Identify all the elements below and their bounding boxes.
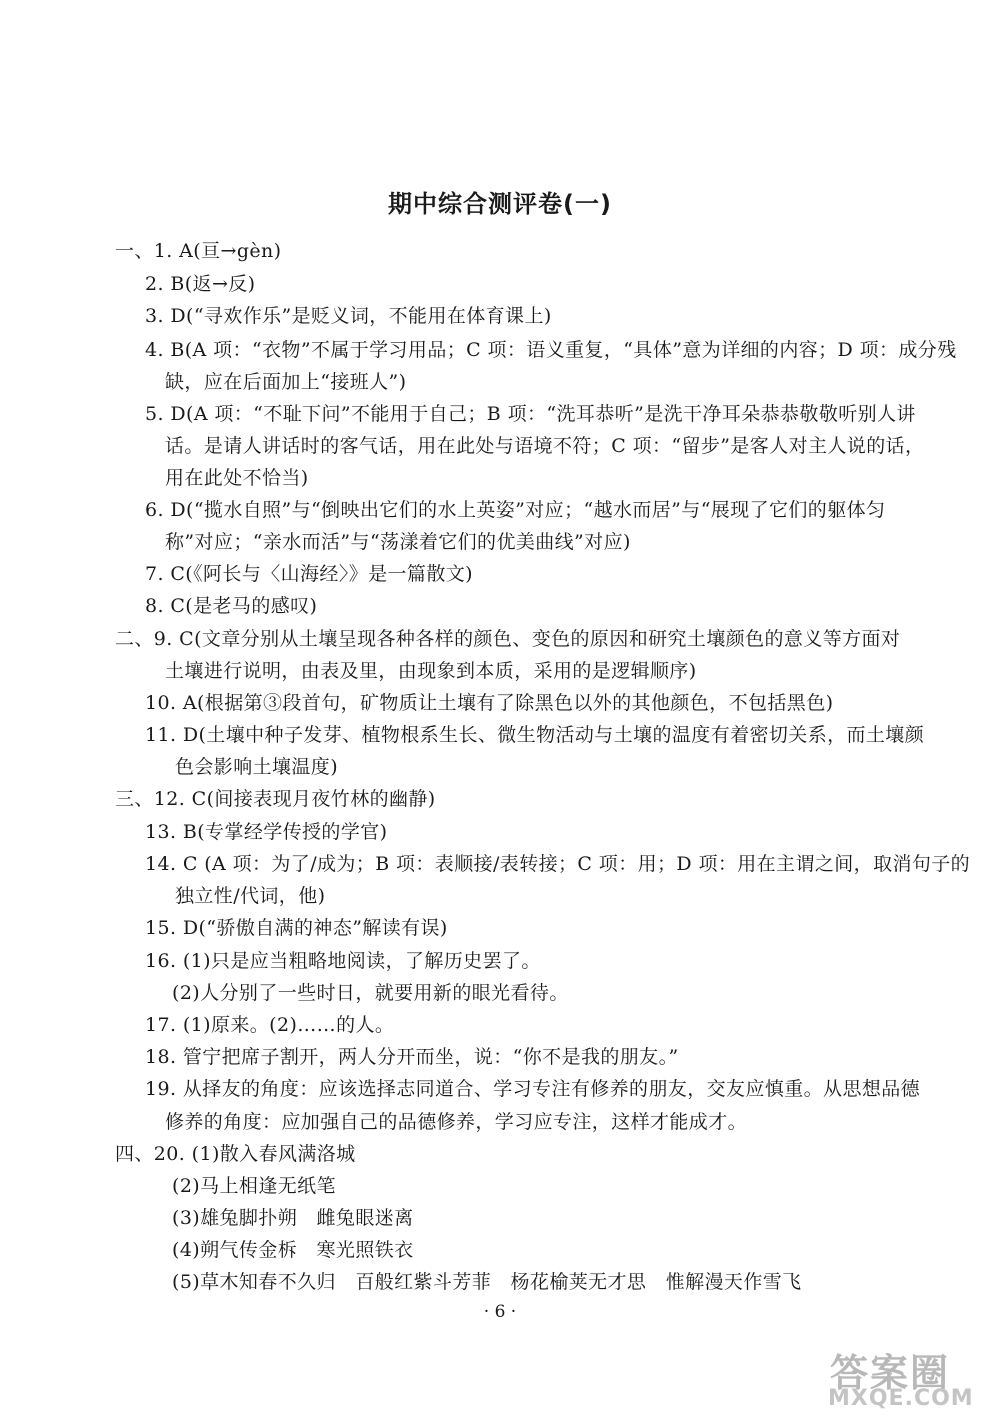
- answer-line: 19. 从择友的角度：应该选择志同道合、学习专注有修养的朋友，交友应慎重。从思想品德: [145, 1078, 921, 1100]
- answer-line: 10. A(根据第③段首句，矿物质让土壤有了除黑色以外的其他颜色，不包括黑色): [145, 692, 834, 714]
- answer-line: 二、9. C(文章分别从土壤呈现各种各样的颜色、变色的原因和研究土壤颜色的意义等方面对: [115, 628, 901, 650]
- page-title: 期中综合测评卷(一): [388, 190, 612, 218]
- answer-line: 5. D(A 项：“不耻下问”不能用于自己；B 项：“洗耳恭听”是洗干净耳朵恭恭敬敬听别人讲: [145, 403, 916, 425]
- answer-line: 话。是请人讲话时的客气话，用在此处与语境不符；C 项：“留步”是客人对主人说的话，: [165, 435, 925, 457]
- answer-line: (2)人分别了一些时日，就要用新的眼光看待。: [172, 982, 569, 1004]
- answer-line: 缺，应在后面加上“接班人”): [165, 371, 407, 393]
- watermark-url-text: MXQE.COM: [828, 1386, 974, 1411]
- answer-line: 4. B(A 项：“衣物”不属于学习用品；C 项：语义重复，“具体”意为详细的内容；D 项：成分残: [145, 339, 957, 361]
- answer-line: (2)马上相逢无纸笔: [172, 1175, 336, 1197]
- answer-line: 15. D(“骄傲自满的神态”解读有误): [145, 917, 448, 939]
- answer-line: 17. (1)原来。(2)……的人。: [145, 1014, 395, 1036]
- answer-line: 11. D(土壤中种子发芽、植物根系生长、微生物活动与土壤的温度有着密切关系，而土壤颜: [145, 724, 925, 746]
- answer-line: (4)朔气传金柝 寒光照铁衣: [172, 1239, 414, 1261]
- answer-line: 18. 管宁把席子割开，两人分开而坐，说：“你不是我的朋友。”: [145, 1046, 679, 1068]
- answer-line: 3. D(“寻欢作乐”是贬义词，不能用在体育课上): [145, 305, 552, 327]
- answer-line: 独立性/代词，他): [175, 885, 326, 907]
- answer-line: 四、20. (1)散入春风满洛城: [115, 1143, 356, 1165]
- answer-line: 2. B(返→反): [145, 273, 256, 295]
- answer-line: 修养的角度：应加强自己的品德修养，学习应专注，这样才能成才。: [165, 1111, 748, 1133]
- answer-line: 7. C(《阿长与〈山海经〉》是一篇散文): [145, 563, 473, 585]
- answer-line: 三、12. C(间接表现月夜竹林的幽静): [115, 788, 436, 810]
- page-number: · 6 ·: [483, 1302, 517, 1322]
- answer-line: 6. D(“揽水自照”与“倒映出它们的水上英姿”对应；“越水而居”与“展现了它们的躯体匀: [145, 499, 886, 521]
- answer-line: 8. C(是老马的感叹): [145, 595, 318, 617]
- answer-line: (5)草木知春不久归 百般红紫斗芳菲 杨花榆荚无才思 惟解漫天作雪飞: [172, 1271, 802, 1293]
- answer-line: 用在此处不恰当): [165, 467, 309, 489]
- answer-line: 称”对应；“亲水而活”与“荡漾着它们的优美曲线”对应): [165, 531, 631, 553]
- answer-line: (3)雄兔脚扑朔 雌兔眼迷离: [172, 1207, 414, 1229]
- watermark-logo: [822, 1340, 982, 1410]
- answer-line: 16. (1)只是应当粗略地阅读，了解历史罢了。: [145, 950, 541, 972]
- answer-line: 13. B(专掌经学传授的学官): [145, 821, 388, 843]
- answer-line: 土壤进行说明，由表及里，由现象到本质，采用的是逻辑顺序): [165, 660, 697, 682]
- answer-line: 一、1. A(亘→gèn): [115, 240, 282, 262]
- watermark-seal-text: 答案圈: [830, 1351, 951, 1395]
- answer-line: 14. C (A 项：为了/成为；B 项：表顺接/表转接；C 项：用；D 项：用在主谓之间，取消句子的: [145, 853, 971, 875]
- answer-line: 色会影响土壤温度): [175, 756, 339, 778]
